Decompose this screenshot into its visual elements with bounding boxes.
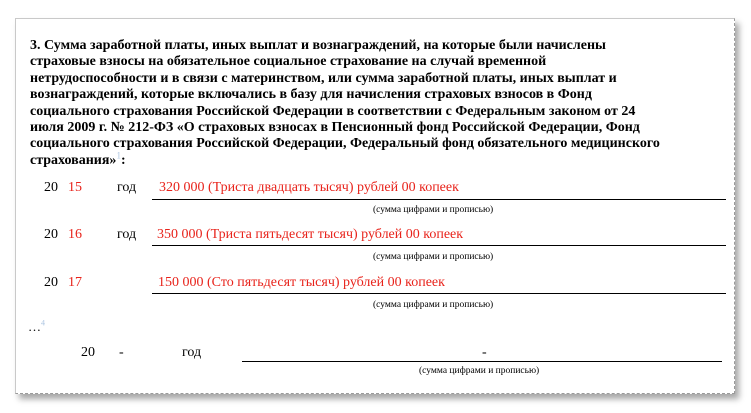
heading-colon: : bbox=[120, 152, 126, 168]
section-heading bbox=[30, 38, 670, 169]
century-label: 20 bbox=[44, 227, 58, 242]
amount-underline bbox=[152, 245, 726, 246]
amount-caption: (сумма цифрами и прописью) bbox=[373, 300, 494, 310]
amount-caption: (сумма цифрами и прописью) bbox=[419, 366, 540, 376]
year-value[interactable]: 17 bbox=[68, 275, 82, 290]
amount-value[interactable]: 350 000 (Триста пятьдесят тысяч) рублей 00 копеек bbox=[157, 227, 464, 242]
ellipsis-footnote: 4 bbox=[41, 318, 45, 328]
amount-underline bbox=[152, 199, 726, 200]
amount-value[interactable]: 320 000 (Триста двадцать тысяч) рублей 00 копеек bbox=[159, 180, 459, 195]
amount-caption: (сумма цифрами и прописью) bbox=[373, 205, 494, 215]
century-label: 20 bbox=[44, 275, 58, 290]
ellipsis bbox=[28, 319, 45, 335]
year-word: год bbox=[182, 345, 202, 360]
year-word: год bbox=[117, 227, 137, 242]
amount-underline bbox=[152, 293, 726, 294]
year-value[interactable]: 16 bbox=[68, 227, 82, 242]
amount-value[interactable]: 150 000 (Сто пятьдесят тысяч) рублей 00 копеек bbox=[158, 275, 445, 290]
century-label: 20 bbox=[81, 345, 95, 360]
form-page bbox=[15, 18, 735, 394]
ellipsis-text: … bbox=[28, 319, 41, 334]
amount-caption: (сумма цифрами и прописью) bbox=[373, 252, 494, 262]
footnote-marker: 1 bbox=[116, 150, 121, 161]
amount-value[interactable]: - bbox=[482, 345, 487, 360]
century-label: 20 bbox=[44, 180, 58, 195]
year-value[interactable]: 15 bbox=[68, 180, 82, 195]
year-word: год bbox=[117, 180, 137, 195]
heading-text: 3. Сумма заработной платы, иных выплат и вознаграждений, на которые были начислены страховые взносы на обязательное социальное страхование на случай временной нетрудоспособности и в связи с материнством, или сумма заработной платы, иных выплат и вознаграждений, которые включались в базу для начисления страховых взносов в Фонд социального страхования Российской Федерации в соответствии с Федеральным законом от 24 июля 2009 г. № 212-ФЗ «О страховых взносах в Пенсионный фонд Российской Федерации, Фонд социального страхования Российской Федерации, Федеральный фонд обязательного медицинского страхования» bbox=[30, 38, 660, 168]
amount-underline bbox=[242, 361, 722, 362]
year-value[interactable]: - bbox=[119, 345, 124, 360]
